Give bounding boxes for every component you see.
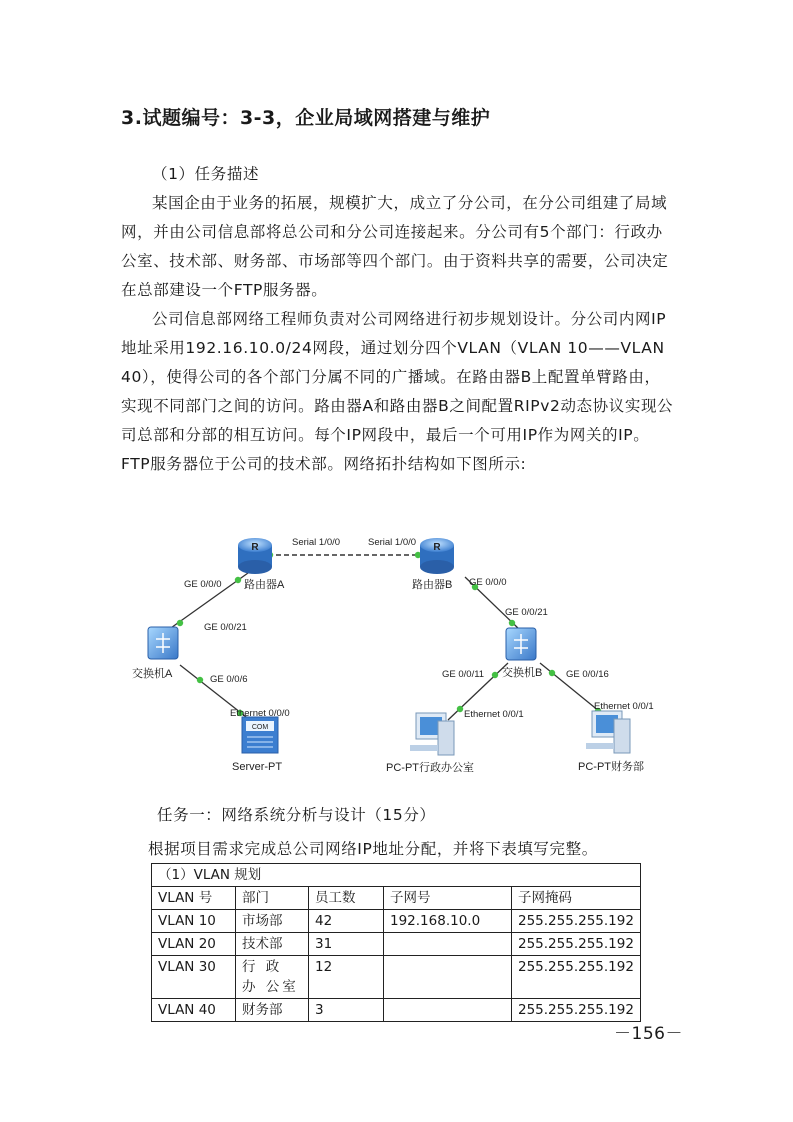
port-label: Ethernet 0/0/0 [230, 708, 290, 719]
subnet-cell[interactable] [384, 956, 512, 999]
port-label: GE 0/0/16 [566, 669, 609, 680]
port-label: GE 0/0/0 [184, 579, 222, 590]
vlan-id-cell: VLAN 20 [152, 933, 236, 956]
switch-b-icon[interactable] [506, 628, 536, 660]
staff-count-cell: 31 [309, 933, 384, 956]
vlan-id-cell: VLAN 30 [152, 956, 236, 999]
task1-instruction: 根据项目需求完成总公司网络IP地址分配，并将下表填写完整。 [148, 840, 598, 858]
section-heading: 3.试题编号：3-3，企业局域网搭建与维护 [121, 107, 491, 129]
pc-finance-icon[interactable] [586, 711, 630, 753]
vlan-id-cell: VLAN 10 [152, 910, 236, 933]
department-cell: 财务部 [236, 999, 309, 1022]
column-header: 子网号 [384, 887, 512, 910]
pc-admin-office-icon[interactable] [410, 713, 454, 755]
svg-text:R: R [251, 542, 259, 553]
pc-finance-label: PC-PT财务部 [578, 761, 644, 773]
router-b-label: 路由器B [412, 579, 453, 591]
subnet-cell[interactable] [384, 933, 512, 956]
port-label: GE 0/0/21 [505, 607, 548, 618]
table-caption: （1）VLAN 规划 [152, 864, 641, 887]
department-cell: 行 政 办 公室 [236, 956, 309, 999]
router-a-icon[interactable] [238, 538, 272, 574]
page-number: －156－ [614, 1024, 683, 1044]
department-cell: 技术部 [236, 933, 309, 956]
port-label: Serial 1/0/0 [292, 537, 341, 548]
port-label: Ethernet 0/0/1 [594, 701, 654, 712]
port-label: GE 0/0/0 [469, 577, 507, 588]
staff-count-cell: 3 [309, 999, 384, 1022]
task-description [121, 160, 676, 479]
vlan-id-cell: VLAN 40 [152, 999, 236, 1022]
port-label: GE 0/0/21 [204, 622, 247, 633]
staff-count-cell: 42 [309, 910, 384, 933]
switch-a-label: 交换机A [132, 668, 173, 680]
port-label: Ethernet 0/0/1 [464, 709, 524, 720]
vlan-table [151, 863, 641, 1022]
paragraph-2: 公司信息部网络工程师负责对公司网络进行初步规划设计。分公司内网IP地址采用192.16.10.0/24网段，通过划分四个VLAN（VLAN 10——VLAN 40），使得公司的各个部门分属不同的广播域。在路由器B上配置单臂路由，实现不同部门之间的访问。路由器A和路由器B之间配置RIPv2动态协议实现公司总部和分部的相互访问。每个IP网段中，最后一个可用IP作为网关的IP。FTP服务器位于公司的技术部。网络拓扑结构如下图所示: [121, 310, 674, 473]
department-cell: 市场部 [236, 910, 309, 933]
table-row [152, 910, 641, 933]
table-row [152, 956, 641, 999]
subnet-cell[interactable] [384, 999, 512, 1022]
server-icon[interactable] [242, 717, 278, 753]
table-row [152, 999, 641, 1022]
table-header-row [152, 887, 641, 910]
column-header: VLAN 号 [152, 887, 236, 910]
mask-cell: 255.255.255.192 [512, 933, 641, 956]
subnet-cell[interactable]: 192.168.10.0 [384, 910, 512, 933]
network-topology-diagram [120, 525, 690, 785]
column-header: 员工数 [309, 887, 384, 910]
switch-b-label: 交换机B [502, 667, 543, 679]
mask-cell: 255.255.255.192 [512, 999, 641, 1022]
staff-count-cell: 12 [309, 956, 384, 999]
mask-cell: 255.255.255.192 [512, 956, 641, 999]
column-header: 子网掩码 [512, 887, 641, 910]
column-header: 部门 [236, 887, 309, 910]
port-label: GE 0/0/11 [442, 669, 485, 680]
paragraph-1: 某国企由于业务的拓展，规模扩大，成立了分公司，在分公司组建了局域网，并由公司信息部将总公司和分公司连接起来。分公司有5个部门：行政办公室、技术部、财务部、市场部等四个部门。由于资料共享的需要，公司决定在总部建设一个FTP服务器。 [121, 194, 669, 299]
task1-title: 任务一：网络系统分析与设计（15分） [157, 806, 436, 824]
port-label: Serial 1/0/0 [368, 537, 417, 548]
server-label: Server-PT [232, 761, 283, 773]
svg-text:COM: COM [251, 724, 269, 731]
pc-admin-office-label: PC-PT行政办公室 [386, 762, 474, 774]
router-a-label: 路由器A [244, 579, 285, 591]
table-row [152, 933, 641, 956]
switch-a-icon[interactable] [148, 627, 178, 659]
svg-text:R: R [433, 542, 441, 553]
port-label: GE 0/0/6 [210, 674, 248, 685]
link-endpoints [177, 552, 601, 716]
mask-cell: 255.255.255.192 [512, 910, 641, 933]
router-b-icon[interactable] [420, 538, 454, 574]
subsection-title: （1）任务描述 [152, 165, 260, 183]
